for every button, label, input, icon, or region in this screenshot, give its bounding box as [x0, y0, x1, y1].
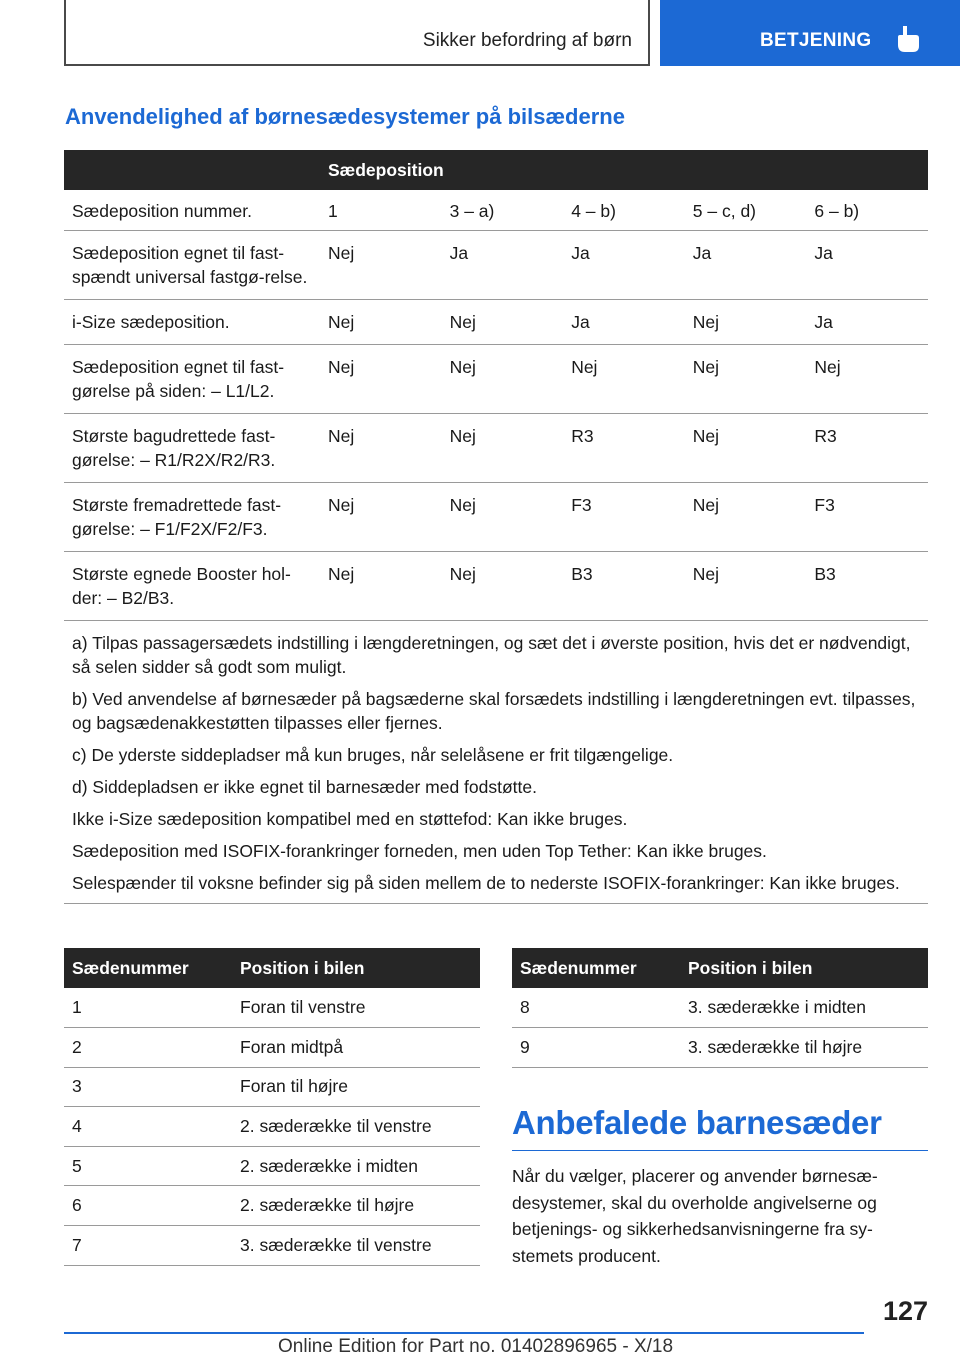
value-cell: Nej — [442, 414, 564, 483]
row-label-cell: Største egnede Booster hol-der: – B2/B3. — [64, 552, 320, 621]
column-header-position: Position i bilen — [680, 948, 928, 988]
seat-number-cell: 8 — [512, 988, 680, 1028]
seat-number-table-left — [64, 948, 480, 1266]
seat-number-cell: 5 — [64, 1146, 232, 1186]
seat-number-cell: 6 — [64, 1186, 232, 1226]
row-label-cell: i-Size sædeposition. — [64, 300, 320, 345]
footer-edition-text: Online Edition for Part no. 01402896965 - X/18 — [278, 1336, 674, 1357]
footer-divider — [64, 1332, 864, 1334]
row-label-cell: Sædeposition egnet til fast-spændt universal fastgø-relse. — [64, 231, 320, 300]
seat-position-cell: 3. sæderække til venstre — [232, 1226, 480, 1266]
table-row — [64, 1226, 480, 1266]
value-cell: Nej — [685, 552, 807, 621]
seat-number-table-right — [512, 948, 928, 1068]
value-cell: Nej — [685, 414, 807, 483]
column-header-seat-number: Sædenummer — [64, 948, 232, 988]
value-cell: Nej — [442, 552, 564, 621]
row-label-cell: Største bagudrettede fast-gørelse: – R1/R2X/R2/R3. — [64, 414, 320, 483]
table-row — [64, 1028, 480, 1068]
seat-position-cell: 2. sæderække til venstre — [232, 1107, 480, 1147]
footnote: d) Siddepladsen er ikke egnet til barnesæder med fodstøtte. — [72, 777, 537, 797]
value-cell: F3 — [806, 483, 928, 552]
value-cell: 4 – b) — [563, 190, 685, 231]
recommended-body: Når du vælger, placerer og anvender børnesæ-desystemer, skal du overholde angivelserne og betjenings- og sikkerhedsanvisningerne fra sy-stemets producent. — [512, 1166, 878, 1266]
value-cell: 3 – a) — [442, 190, 564, 231]
table-row — [64, 345, 928, 414]
seat-position-cell: 3. sæderække til højre — [680, 1028, 928, 1068]
header-section-box — [64, 0, 650, 66]
value-cell: 1 — [320, 190, 442, 231]
value-cell: Ja — [563, 300, 685, 345]
seat-position-cell: Foran til højre — [232, 1067, 480, 1107]
seat-position-cell: 2. sæderække til højre — [232, 1186, 480, 1226]
value-cell: Nej — [685, 345, 807, 414]
table-row — [64, 231, 928, 300]
value-cell: 5 – c, d) — [685, 190, 807, 231]
seat-position-table — [64, 150, 928, 904]
value-cell: F3 — [563, 483, 685, 552]
footnote: Sædeposition med ISOFIX-forankringer forneden, men uden Top Tether: Kan ikke bruges. — [72, 841, 767, 861]
value-cell: Nej — [442, 345, 564, 414]
pointing-hand-icon — [895, 24, 921, 54]
value-cell: Ja — [685, 231, 807, 300]
value-cell: Nej — [320, 231, 442, 300]
value-cell: Ja — [563, 231, 685, 300]
value-cell: Nej — [320, 345, 442, 414]
header-chapter-tab[interactable] — [660, 0, 960, 66]
table-header-row — [512, 948, 928, 988]
page-number: 127 — [882, 1296, 928, 1326]
table-header-row — [64, 948, 480, 988]
column-header-position: Position i bilen — [232, 948, 480, 988]
footnote: Ikke i-Size sædeposition kompatibel med en støttefod: Kan ikke bruges. — [72, 809, 628, 829]
table-row — [64, 552, 928, 621]
value-cell: Nej — [685, 300, 807, 345]
section-title: Anvendelighed af børnesædesystemer på bilsæderne — [65, 104, 625, 129]
value-cell: Nej — [442, 483, 564, 552]
value-cell: 6 – b) — [806, 190, 928, 231]
table-row — [64, 300, 928, 345]
footnote: b) Ved anvendelse af børnesæder på bagsæderne skal forsædets indstilling i længderetningen evt. tilpasses, og bagsædenakkestøtten tilpasses eller fjernes. — [72, 689, 916, 733]
seat-number-cell: 2 — [64, 1028, 232, 1068]
value-cell: Nej — [320, 483, 442, 552]
table-row — [512, 988, 928, 1028]
table-row — [64, 190, 928, 231]
row-label-cell: Største fremadrettede fast-gørelse: – F1/F2X/F2/F3. — [64, 483, 320, 552]
value-cell: Nej — [806, 345, 928, 414]
value-cell: Nej — [320, 414, 442, 483]
table-row — [64, 414, 928, 483]
table-row — [64, 1186, 480, 1226]
seat-position-cell: Foran midtpå — [232, 1028, 480, 1068]
notes-row — [64, 621, 928, 904]
header-chapter-label: BETJENING — [760, 30, 872, 51]
table-row — [64, 988, 480, 1028]
value-cell: R3 — [563, 414, 685, 483]
value-cell: Nej — [563, 345, 685, 414]
seat-number-cell: 3 — [64, 1067, 232, 1107]
notes-cell — [64, 621, 928, 904]
seat-position-cell: 2. sæderække i midten — [232, 1146, 480, 1186]
seat-number-cell: 9 — [512, 1028, 680, 1068]
seat-number-cell: 4 — [64, 1107, 232, 1147]
seat-position-cell: 3. sæderække i midten — [680, 988, 928, 1028]
value-cell: B3 — [806, 552, 928, 621]
value-cell: Nej — [442, 300, 564, 345]
table-row — [64, 1107, 480, 1147]
seat-position-cell: Foran til venstre — [232, 988, 480, 1028]
seat-number-cell: 1 — [64, 988, 232, 1028]
table-header-cell: Sædeposition — [64, 150, 928, 190]
recommended-heading: Anbefalede barnesæder — [512, 1104, 928, 1151]
footnote: a) Tilpas passagersædets indstilling i længderetningen, og sæt det i øverste position, hvis det er nødvendigt, så selen sidder så godt som muligt. — [72, 633, 911, 677]
value-cell: Nej — [685, 483, 807, 552]
table-row — [64, 1067, 480, 1107]
value-cell: Nej — [320, 552, 442, 621]
table-row — [64, 483, 928, 552]
table-row — [64, 1146, 480, 1186]
footnote: Selespænder til voksne befinder sig på siden mellem de to nederste ISOFIX-forankringer: Kan ikke bruges. — [72, 873, 900, 893]
row-label-cell: Sædeposition nummer. — [64, 190, 320, 231]
table-header-row — [64, 150, 928, 190]
value-cell: R3 — [806, 414, 928, 483]
table-row — [512, 1028, 928, 1068]
value-cell: Nej — [320, 300, 442, 345]
header-section-title: Sikker befordring af børn — [422, 30, 632, 51]
value-cell: Ja — [806, 231, 928, 300]
row-label-cell: Sædeposition egnet til fast-gørelse på siden: – L1/L2. — [64, 345, 320, 414]
value-cell: B3 — [563, 552, 685, 621]
seat-number-cell: 7 — [64, 1226, 232, 1266]
footnote: c) De yderste siddepladser må kun bruges, når selelåsene er frit tilgængelige. — [72, 745, 674, 765]
value-cell: Ja — [806, 300, 928, 345]
column-header-seat-number: Sædenummer — [512, 948, 680, 988]
value-cell: Ja — [442, 231, 564, 300]
